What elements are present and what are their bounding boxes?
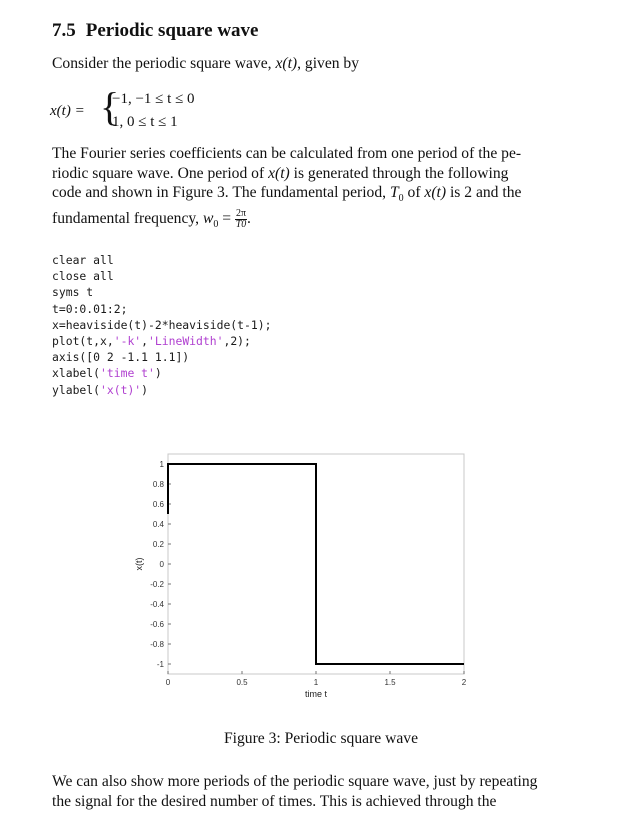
code-line: plot(t,x,'-k','LineWidth',2); bbox=[52, 334, 251, 349]
equation-case-2: 1, 0 ≤ t ≤ 1 bbox=[112, 114, 178, 130]
y-tick-label: 0 bbox=[159, 560, 164, 569]
y-tick-label: -0.4 bbox=[150, 600, 164, 609]
y-tick-label: -0.6 bbox=[150, 620, 164, 629]
section-heading bbox=[52, 20, 259, 42]
y-tick-label: -1 bbox=[156, 660, 164, 669]
code-line: clear all bbox=[52, 253, 114, 267]
code-line: t=0:0.01:2; bbox=[52, 301, 128, 316]
matlab-code-block bbox=[52, 252, 271, 398]
square-wave-chart bbox=[130, 440, 480, 720]
x-axis-label: time t bbox=[304, 689, 328, 699]
x-tick-label: 1 bbox=[313, 678, 319, 687]
paragraph-line-3: code and shown in Figure 3. The fundamental period, $T_0$ of x(t) is 2 and the bbox=[52, 184, 522, 205]
code-line: xlabel('time t') bbox=[52, 366, 162, 381]
section-title: Periodic square wave bbox=[85, 20, 259, 41]
x-tick-label: 1.5 bbox=[384, 678, 396, 687]
x-tick-label: 0.5 bbox=[236, 678, 248, 687]
y-tick-label: 0.6 bbox=[152, 500, 164, 509]
y-tick-label: 0.8 bbox=[152, 480, 164, 489]
code-line: close all bbox=[52, 269, 114, 284]
x-tick-label: 0 bbox=[165, 678, 171, 687]
closing-line-2: the signal for the desired number of times. This is achieved through the bbox=[52, 792, 497, 810]
y-tick-label: 0.4 bbox=[152, 520, 164, 529]
fraction: $\frac{2\pi}{T0}$ bbox=[235, 207, 247, 230]
equation-brace: { bbox=[100, 84, 120, 129]
intro-end: , given by bbox=[297, 55, 360, 72]
code-line: syms t bbox=[52, 285, 94, 300]
y-tick-label: 1 bbox=[159, 460, 164, 469]
x-tick-label: 2 bbox=[461, 678, 467, 687]
code-line: x=heaviside(t)-2*heaviside(t-1); bbox=[52, 317, 272, 332]
paragraph-line-4: fundamental frequency, $w_0$ = $\frac{2\pi}{T0}$ . bbox=[52, 207, 251, 230]
paragraph-line-1: The Fourier series coefficients can be calculated from one period of the pe- bbox=[52, 145, 522, 162]
body-paragraph bbox=[52, 144, 570, 234]
closing-paragraph bbox=[52, 772, 570, 811]
figure-caption: Figure 3: Periodic square wave bbox=[223, 730, 418, 747]
y-tick-label: 0.2 bbox=[152, 540, 164, 549]
paragraph-line-2: riodic square wave. One period of x(t) is generated through the following bbox=[52, 164, 509, 182]
equation-lhs: x(t) = bbox=[50, 103, 85, 119]
code-line: ylabel('x(t)') bbox=[52, 382, 149, 397]
intro-variable: x(t) bbox=[275, 55, 298, 72]
y-tick-label: -0.2 bbox=[150, 580, 164, 589]
y-axis-label: x(t) bbox=[134, 557, 144, 571]
code-line: axis([0 2 -1.1 1.1]) bbox=[52, 350, 190, 365]
equation-case-1: −1, −1 ≤ t ≤ 0 bbox=[112, 91, 195, 107]
intro-paragraph bbox=[52, 54, 570, 74]
y-tick-label: -0.8 bbox=[150, 640, 164, 649]
section-number: 7.5 bbox=[52, 20, 76, 41]
closing-line-1: We can also show more periods of the periodic square wave, just by repeating bbox=[52, 773, 538, 790]
intro-text: Consider the periodic square wave, bbox=[52, 55, 272, 72]
